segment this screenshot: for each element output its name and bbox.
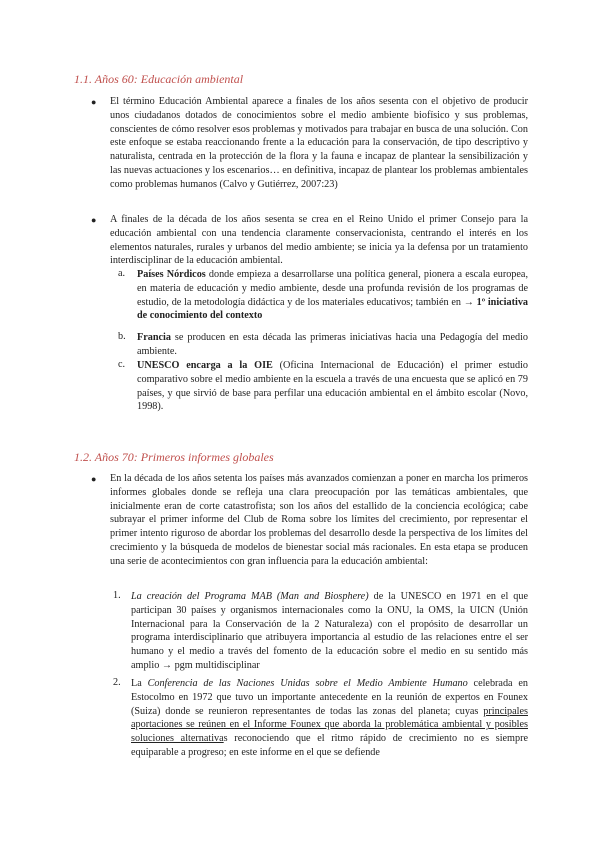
numbered-item-1 bbox=[131, 590, 528, 673]
bullet-icon: ● bbox=[91, 215, 97, 225]
numbered-item-1-italic: La creación del Programa MAB (Man and Biosphere) bbox=[131, 591, 369, 602]
numbered-item-1-text: de la UNESCO en 1971 en el que participan 30 países y organismos internacionales como la ONU, la OMS, la UICN (Unión Internacional para la Conservación de la 2 Naturaleza) con el propósito de desarrollar un programa interdisciplinario que atribuyera importancia al estudio de las relaciones entre el ser humano y el medio a través del fomento de la educación sobre el medio en su sentido más amplio → pgm multidisciplinar bbox=[131, 591, 529, 671]
sublist-item-b-text: se producen en esta década las primeras iniciativas hacia una Pedagogía del medio ambiente. bbox=[137, 332, 528, 357]
sublist-item-b bbox=[137, 331, 528, 359]
paragraph-bullet-3: En la década de los años setenta los países más avanzados comienzan a poner en marcha los primeros informes globales donde se refleja una clara preocupación por las temáticas ambientales, que inicialmente eran de corte catastrofista; son los años del estallido de la conciencia ecológica; cabe subrayar el primer informe del Club de Roma sobre los límites del crecimiento, por representar el primer intento riguroso de abordar los problemas del desarrollo desde la perspectiva de los límites del crecimiento y la búsqueda de modelos de bienestar social más racionales. En esta etapa se producen una serie de acontecimientos con gran influencia para la educación ambiental: bbox=[110, 473, 528, 567]
section-heading-1: 1.1. Años 60: Educación ambiental bbox=[74, 72, 244, 86]
sublist-item-a bbox=[137, 268, 528, 323]
sublist-item-b-bold: Francia bbox=[137, 332, 171, 343]
numbered-item-2-underline: principales aportaciones se reúnen en el Informe Founex que aborda la problemática ambiental y posibles soluciones alternativa bbox=[131, 705, 528, 745]
bullet-icon: ● bbox=[91, 474, 97, 484]
numbered-item-2-text2: s reconociendo que el ritmo rápido de crecimiento no es siempre equiparable a progreso; en este informe en el que se defiende bbox=[131, 733, 528, 758]
list-number-1: 1. bbox=[113, 590, 121, 601]
sublist-item-a-bold: Países Nórdicos bbox=[137, 269, 206, 280]
sublist-item-c-bold: UNESCO encarga a la OIE bbox=[137, 360, 273, 371]
list-marker-a: a. bbox=[118, 268, 126, 279]
numbered-item-2 bbox=[131, 677, 528, 760]
paragraph-bullet-1: El término Educación Ambiental aparece a finales de los años sesenta con el objetivo de producir unos ciudadanos dotados de conocimientos sobre el medio ambiente biofísico y sus problemas, conscientes de cómo resolver esos problemas y motivados para trabajar en busca de una solución. Con este enfoque se estaba reaccionando frente a la educación para la conservación, de tipo descriptivo y naturalista, centrada en la protección de la flora y la fauna e incapaz de plantear la sensibilización y las nuevas actuaciones y los escenarios… en definitiva, incapaz de plantear los problemas ambientales como problemas humanos (Calvo y Gutiérrez, 2007:23) bbox=[110, 96, 528, 190]
list-number-2: 2. bbox=[113, 677, 121, 688]
list-marker-c: c. bbox=[118, 359, 126, 370]
bullet-icon: ● bbox=[91, 97, 97, 107]
sublist-item-a-bold2: 1º iniciativa de conocimiento del contexto bbox=[137, 296, 529, 322]
numbered-item-2-pre: La bbox=[131, 678, 148, 689]
sublist-item-c-text: (Oficina Internacional de Educación) el primer estudio comparativo sobre el medio ambiente en la escuela a través de una encuesta que se aplicó en 79 países, y que sirvió de base para perfilar una educación ambiental en el ámbito escolar (Novo, 1998). bbox=[137, 360, 528, 413]
paragraph-bullet-2: A finales de la década de los años sesenta se crea en el Reino Unido el primer Consejo para la educación ambiental con una tendencia claramente conservacionista, centrando el interés en los elementos naturales, rurales y urbanos del medio ambiente; se inicia ya la defensa por un tratamiento interdisciplinar de la educación ambiental. bbox=[110, 214, 528, 267]
sublist-item-a-text: donde empieza a desarrollarse una política general, pionera a escala europea, en materia de educación y medio ambiente, desde una profunda revisión de los programas de estudio, de la metodología didáctica y de los materiales educativos; también en → bbox=[137, 269, 528, 308]
numbered-item-2-italic: Conferencia de las Naciones Unidas sobre el Medio Ambiente Humano bbox=[147, 678, 468, 689]
sublist-item-c bbox=[137, 359, 528, 414]
section-heading-2: 1.2. Años 70: Primeros informes globales bbox=[74, 450, 274, 464]
list-marker-b: b. bbox=[118, 331, 126, 342]
numbered-item-2-text: celebrada en Estocolmo en 1972 que tuvo un importante antecedente en la reunión de expertos en Founex (Suiza) donde se reunieron representantes de todas las zonas del planeta; cuyas bbox=[131, 678, 528, 717]
